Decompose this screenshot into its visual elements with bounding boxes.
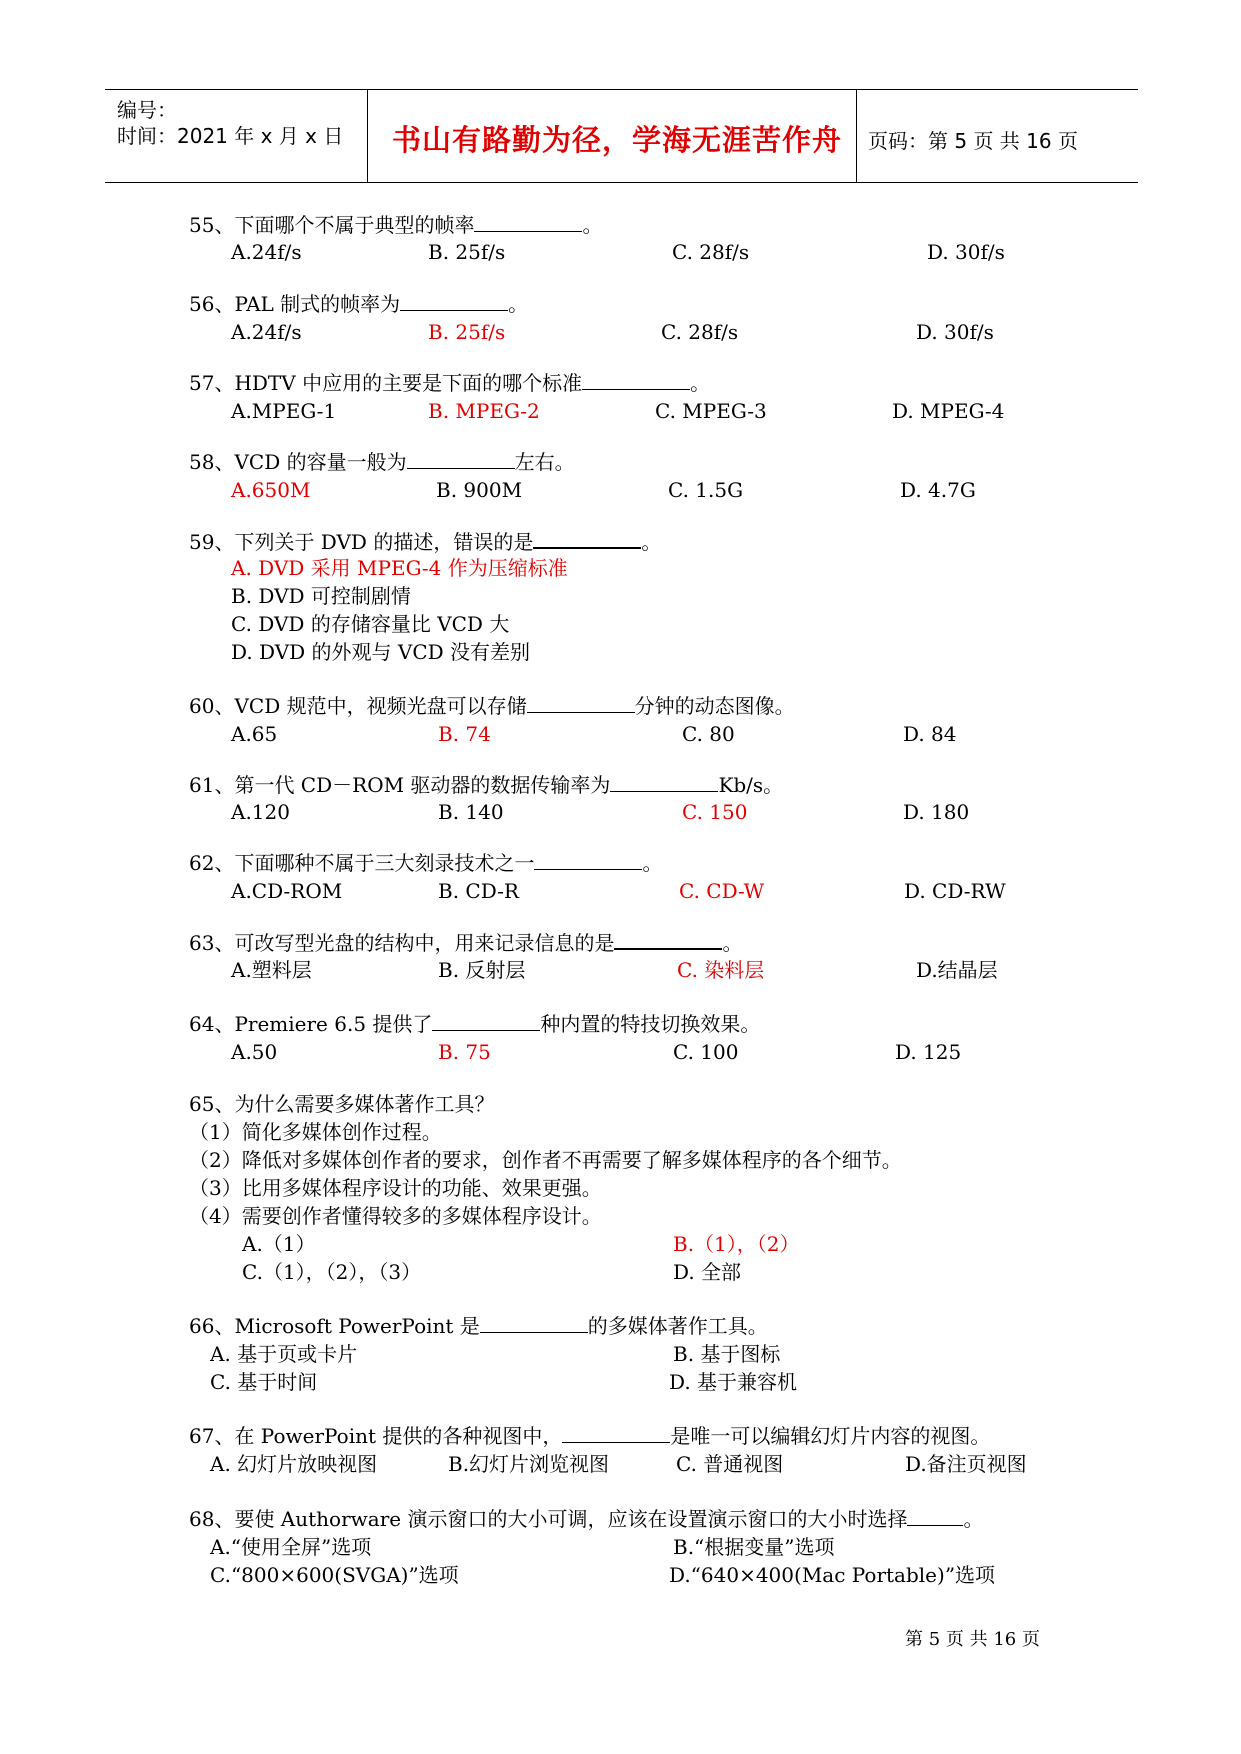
question-67-option-d: D.备注页视图 [905, 1452, 1027, 1476]
question-56-option-a: A.24f/s [231, 320, 302, 344]
question-66-option-a: A. 基于页或卡片 [210, 1342, 358, 1366]
header-page-label: 页码：第 5 页 共 16 页 [868, 129, 1078, 153]
question-62-option-b: B. CD-R [438, 879, 519, 903]
header-divider-left [367, 89, 368, 183]
answer-blank [614, 930, 722, 950]
header-time-label: 时间：2021 年 x 月 x 日 [117, 124, 344, 148]
question-68-stem: 68、要使 Authorware 演示窗口的大小可调，应该在设置演示窗口的大小时选择 。 [189, 1507, 984, 1531]
question-58-option-c: C. 1.5G [668, 478, 744, 502]
answer-blank [534, 851, 642, 870]
header-divider-right [856, 89, 857, 183]
answer-blank [407, 450, 515, 469]
question-57-option-a: A.MPEG-1 [231, 399, 337, 423]
answer-blank [610, 773, 718, 792]
question-55-stem: 55、下面哪个不属于典型的帧率 。 [189, 213, 603, 237]
question-64-option-d: D. 125 [895, 1040, 962, 1064]
answer-blank [480, 1314, 588, 1333]
question-58-stem: 58、VCD 的容量一般为 左右。 [189, 450, 575, 474]
question-61-option-a: A.120 [231, 800, 290, 824]
question-59-option-a: A. DVD 采用 MPEG-4 作为压缩标准 [231, 556, 568, 580]
answer-blank [562, 1424, 670, 1443]
question-66-option-b: B. 基于图标 [673, 1342, 781, 1366]
question-68-option-a: A.“使用全屏”选项 [210, 1535, 372, 1559]
answer-blank [527, 694, 635, 713]
question-63-option-c: C. 染料层 [677, 958, 765, 982]
question-59-option-d: D. DVD 的外观与 VCD 没有差别 [231, 640, 531, 664]
question-61-stem: 61、第一代 CD－ROM 驱动器的数据传输率为 Kb/s。 [189, 773, 784, 797]
question-67-option-c: C. 普通视图 [676, 1452, 784, 1476]
question-61-option-c: C. 150 [682, 800, 748, 824]
question-60-option-c: C. 80 [682, 722, 735, 746]
question-68-option-b: B.“根据变量”选项 [673, 1535, 835, 1559]
question-55-option-c: C. 28f/s [672, 240, 750, 264]
question-59-option-c: C. DVD 的存储容量比 VCD 大 [231, 612, 510, 636]
answer-blank [907, 1507, 963, 1526]
question-56-stem: 56、PAL 制式的帧率为 。 [189, 292, 529, 316]
question-67-stem: 67、在 PowerPoint 提供的各种视图中， 是唯一可以编辑幻灯片内容的视图。 [189, 1424, 991, 1448]
question-58-option-a: A.650M [231, 478, 311, 502]
header-bottom-rule [105, 182, 1138, 183]
question-66-stem: 66、Microsoft PowerPoint 是 的多媒体著作工具。 [189, 1314, 768, 1338]
question-65-statement-4: （4）需要创作者懂得较多的多媒体程序设计。 [189, 1204, 602, 1228]
question-67-option-b: B.幻灯片浏览视图 [448, 1452, 610, 1476]
question-62-option-d: D. CD-RW [904, 879, 1006, 903]
question-65-option-c: C.（1），（2），（3） [242, 1260, 422, 1284]
question-63-option-d: D.结晶层 [916, 958, 998, 982]
question-65-option-b: B.（1），（2） [673, 1232, 800, 1256]
question-57-option-d: D. MPEG-4 [892, 399, 1005, 423]
question-57-option-c: C. MPEG-3 [655, 399, 767, 423]
question-55-option-b: B. 25f/s [428, 240, 506, 264]
question-58-option-d: D. 4.7G [900, 478, 976, 502]
question-59-option-b: B. DVD 可控制剧情 [231, 584, 411, 608]
question-66-option-d: D. 基于兼容机 [669, 1370, 798, 1394]
question-55-option-a: A.24f/s [231, 240, 302, 264]
question-56-option-c: C. 28f/s [661, 320, 739, 344]
question-60-stem: 60、VCD 规范中，视频光盘可以存储 分钟的动态图像。 [189, 694, 795, 718]
question-60-option-a: A.65 [231, 722, 278, 746]
header-motto: 书山有路勤为径，学海无涯苦作舟 [392, 123, 843, 157]
question-65-statement-1: （1）简化多媒体创作过程。 [189, 1120, 442, 1144]
question-55-option-d: D. 30f/s [927, 240, 1005, 264]
question-67-option-a: A. 幻灯片放映视图 [210, 1452, 378, 1476]
question-63-stem: 63、可改写型光盘的结构中，用来记录信息的是 。 [189, 931, 743, 955]
header-number-label: 编号： [117, 98, 177, 122]
question-66-option-c: C. 基于时间 [210, 1370, 318, 1394]
question-60-option-b: B. 74 [438, 722, 491, 746]
answer-blank [400, 292, 508, 311]
header-top-rule [105, 89, 1138, 90]
question-56-option-d: D. 30f/s [916, 320, 994, 344]
answer-blank [582, 371, 690, 390]
question-68-option-c: C.“800×600(SVGA)”选项 [210, 1563, 459, 1587]
question-59-stem: 59、下列关于 DVD 的描述，错误的是 。 [189, 530, 662, 554]
question-56-option-b: B. 25f/s [428, 320, 506, 344]
question-61-option-b: B. 140 [438, 800, 504, 824]
question-61-option-d: D. 180 [903, 800, 970, 824]
question-60-option-d: D. 84 [903, 722, 957, 746]
question-58-option-b: B. 900M [436, 478, 523, 502]
question-63-option-a: A.塑料层 [231, 958, 312, 982]
question-62-option-a: A.CD-ROM [231, 879, 343, 903]
question-62-stem: 62、下面哪种不属于三大刻录技术之一 。 [189, 851, 663, 875]
question-65-stem: 65、为什么需要多媒体著作工具？ [189, 1092, 495, 1116]
question-65-option-a: A.（1） [242, 1232, 316, 1256]
answer-blank [474, 213, 582, 232]
question-64-option-b: B. 75 [438, 1040, 491, 1064]
question-57-stem: 57、HDTV 中应用的主要是下面的哪个标准 。 [189, 371, 711, 395]
question-68-option-d: D.“640×400(Mac Portable)”选项 [669, 1563, 996, 1587]
footer-page-number: 第 5 页 共 16 页 [905, 1629, 1040, 1650]
question-57-option-b: B. MPEG-2 [428, 399, 540, 423]
question-65-statement-2: （2）降低对多媒体创作者的要求，创作者不再需要了解多媒体程序的各个细节。 [189, 1148, 902, 1172]
answer-blank [533, 529, 641, 549]
question-64-stem: 64、Premiere 6.5 提供了 种内置的特技切换效果。 [189, 1012, 761, 1036]
question-64-option-c: C. 100 [673, 1040, 739, 1064]
question-63-option-b: B. 反射层 [438, 958, 526, 982]
question-62-option-c: C. CD-W [679, 879, 765, 903]
question-65-option-d: D. 全部 [673, 1260, 742, 1284]
question-64-option-a: A.50 [231, 1040, 278, 1064]
question-65-statement-3: （3）比用多媒体程序设计的功能、效果更强。 [189, 1176, 602, 1200]
answer-blank [432, 1012, 540, 1031]
